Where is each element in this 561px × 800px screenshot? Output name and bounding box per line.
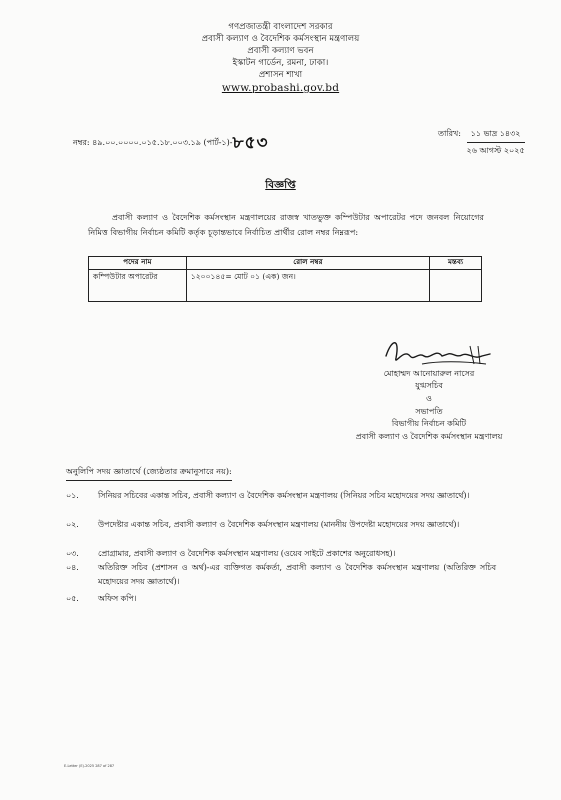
notice-title xyxy=(0,178,561,195)
date-english: ২৬ আগস্ট ২০২৫ xyxy=(466,146,525,155)
memo-number-text: ৪৯.০০.০০০০.০১৫.১৮.০০৩.১৯ (পার্ট-১)- xyxy=(92,138,233,147)
table-header-row xyxy=(89,257,482,270)
signatory-name: মোহাম্মদ আনোয়ারুল নাসের xyxy=(383,369,475,378)
list-item-number: ০১. xyxy=(66,491,79,500)
notice-intro: প্রবাসী কল্যাণ ও বৈদেশিক কর্মসংস্থান মন্ত্রণালয়ের রাজস্ব খাতভুক্ত কম্পিউটার অপারেটর পদে জনবল নিয়োগের নিমিত্ত বিভাগীয় নির্বাচন কমিটি কর্তৃক চূড়ান্তভাবে নির্বাচিত প্রার্থীর রোল নম্বর নিম্নরূপ: xyxy=(88,212,484,237)
date-bangla: ১১ ভাদ্র ১৪৩২ xyxy=(467,128,525,143)
list-item-number: ০৪. xyxy=(66,563,79,572)
list-item xyxy=(66,547,496,561)
header-website-link[interactable]: www.probashi.gov.bd xyxy=(221,82,340,94)
table-cell-post: কম্পিউটার অপারেটর xyxy=(89,270,187,302)
header-section: প্রশাসন শাখা xyxy=(258,70,303,80)
notice-title-text: বিজ্ঞপ্তি xyxy=(265,179,296,191)
list-item-text: প্রোগ্রামার, প্রবাসী কল্যাণ ও বৈদেশিক কর্মসংস্থান মন্ত্রণালয় (ওয়েব সাইটে প্রকাশের অনুরোধসহ)। xyxy=(98,549,396,558)
list-item-text: অতিরিক্ত সচিব (প্রশাসন ও অর্থ)-এর ব্যক্তিগত কর্মকর্তা, প্রবাসী কল্যাণ ও বৈদেশিক কর্মসংস্থান মন্ত্রণালয় (অতিরিক্ত সচিব মহোদয়ের সদয় জ্ঞাতার্থে)। xyxy=(98,563,496,586)
list-item-text: সিনিয়র সচিবের একান্ত সচিব, প্রবাসী কল্যাণ ও বৈদেশিক কর্মসংস্থান মন্ত্রণালয় (সিনিয়র সচিব মহোদয়ের সদয় জ্ঞাতার্থে)। xyxy=(98,491,470,500)
memo-label: নম্বর: xyxy=(73,138,90,147)
list-item-text: উপদেষ্টার একান্ত সচিব, প্রবাসী কল্যাণ ও বৈদেশিক কর্মসংস্থান মন্ত্রণালয় (মাননীয় উপদেষ্টা মহোদয়ের সদয় জ্ঞাতার্থে)। xyxy=(98,520,460,529)
signatory-committee: বিভাগীয় নির্বাচন কমিটি xyxy=(391,419,467,428)
signatory-conjunction: ও xyxy=(426,394,432,403)
memo-date xyxy=(438,128,525,158)
signatory-designation: যুগ্মসচিব xyxy=(415,381,443,390)
memo-number xyxy=(73,130,269,158)
list-item-number: ০২. xyxy=(66,520,79,529)
list-item-number: ০৩. xyxy=(66,549,79,558)
table-header-remark: মন্তব্য xyxy=(430,257,482,270)
copies-heading: অনুলিপি সদয় জ্ঞাতার্থে (জ্যেষ্ঠতার ক্রমানুসারে নয়): xyxy=(66,466,232,481)
list-item xyxy=(66,518,496,532)
table-cell-roll: ১২০০১৪৫= মোট ০১ (এক) জন। xyxy=(186,270,429,302)
list-item xyxy=(66,561,496,589)
header-building: প্রবাসী কল্যাণ ভবন xyxy=(247,46,314,56)
list-item-text: অফিস কপি। xyxy=(98,594,137,603)
footer-reference: E-Letter (E)-2025 287 of 287 xyxy=(64,764,115,768)
memo-handwritten-number: ৮৫৩ xyxy=(232,133,269,153)
header-ministry: প্রবাসী কল্যাণ ও বৈদেশিক কর্মসংস্থান মন্ত্রণালয় xyxy=(201,34,360,44)
result-table xyxy=(88,256,482,302)
header-address: ইস্কাটন গার্ডেন, রমনা, ঢাকা। xyxy=(232,58,329,68)
table-header-roll: রোল নম্বর xyxy=(186,257,429,270)
list-item xyxy=(66,489,496,503)
handwritten-signature xyxy=(378,334,498,370)
list-item xyxy=(66,592,496,606)
header-government: গণপ্রজাতন্ত্রী বাংলাদেশ সরকার xyxy=(228,22,333,32)
table-row xyxy=(89,270,482,302)
date-label: তারিখ: xyxy=(438,129,461,138)
signatory-role: সভাপতি xyxy=(415,407,443,416)
table-cell-remark xyxy=(430,270,482,302)
list-item-number: ০৫. xyxy=(66,594,79,603)
signatory-ministry: প্রবাসী কল্যাণ ও বৈদেশিক কর্মসংস্থান মন্ত্রণালয় xyxy=(355,432,503,441)
table-header-post: পদের নাম xyxy=(89,257,187,270)
